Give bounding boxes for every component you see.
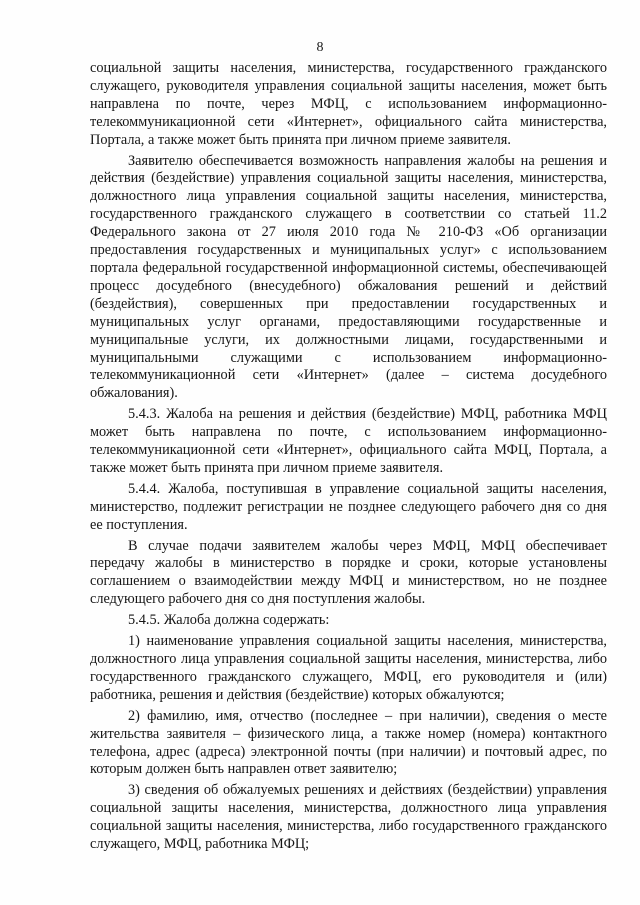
body-text	[90, 60, 607, 857]
paragraph: Заявителю обеспечивается возможность направления жалобы на решения и действия (бездействие) управления социальной защиты населения, министерства, должностного лица управления социальной защиты населения, министерства, государственного гражданского служащего в соответствии со статьей 11.2 Федерального закона от 27 июля 2010 года № 210-ФЗ «Об организации предоставления государственных и муниципальных услуг» с использованием портала федеральной государственной информационной системы, обеспечивающей процесс досудебного (внесудебного) обжалования решений и действий (бездействия), совершенных при предоставлении государственных и муниципальных услуг органами, предоставляющими государственные и муниципальные услуги, их должностными лицами, государственными и муниципальными служащими с использованием информационно-телекоммуникационной сети «Интернет» (далее – система досудебного обжалования).	[90, 152, 607, 402]
paragraph: 5.4.5. Жалоба должна содержать:	[128, 612, 330, 629]
paragraph: 5.4.3. Жалоба на решения и действия (бездействие) МФЦ, работника МФЦ может быть направлена по почте, с использованием информационно-телекоммуникационной сети «Интернет», официального сайта МФЦ, Портала, а также может быть принята при личном приеме заявителя.	[90, 406, 607, 476]
paragraph: 5.4.4. Жалоба, поступившая в управление социальной защиты населения, министерство, подлежит регистрации не позднее следующего рабочего дня со дня ее поступления.	[90, 480, 607, 533]
paragraph: В случае подачи заявителем жалобы через МФЦ, МФЦ обеспечивает передачу жалобы в министерство в порядке и сроки, которые установлены соглашением о взаимодействии между МФЦ и министерством, но не позднее следующего рабочего дня со дня поступления жалобы.	[90, 537, 607, 608]
paragraph: 1) наименование управления социальной защиты населения, министерства, должностного лица управления социальной защиты населения, министерства, либо государственного гражданского служащего, МФЦ, его руководителя и (или) работника, решения и действия (бездействие) которых обжалуются;	[90, 633, 607, 703]
paragraph: 3) сведения об обжалуемых решениях и действиях (бездействии) управления социальной защиты населения, министерства, должностного лица управления социальной защиты населения, министерства, либо государственного гражданского служащего, МФЦ, работника МФЦ;	[90, 782, 607, 853]
paragraph: 2) фамилию, имя, отчество (последнее – при наличии), сведения о месте жительства заявителя – физического лица, а также номер (номера) контактного телефона, адрес (адреса) электронной почты (при наличии) и почтовый адрес, по которым должен быть направлен ответ заявителю;	[90, 707, 607, 778]
paragraph: социальной защиты населения, министерства, государственного гражданского служащего, руководителя управления социальной защиты населения, может быть направлена по почте, через МФЦ, с использованием информационно-телекоммуникационной сети «Интернет», официального сайта министерства, Портала, а также может быть принята при личном приеме заявителя.	[90, 60, 607, 148]
page-number: 8	[316, 40, 324, 55]
